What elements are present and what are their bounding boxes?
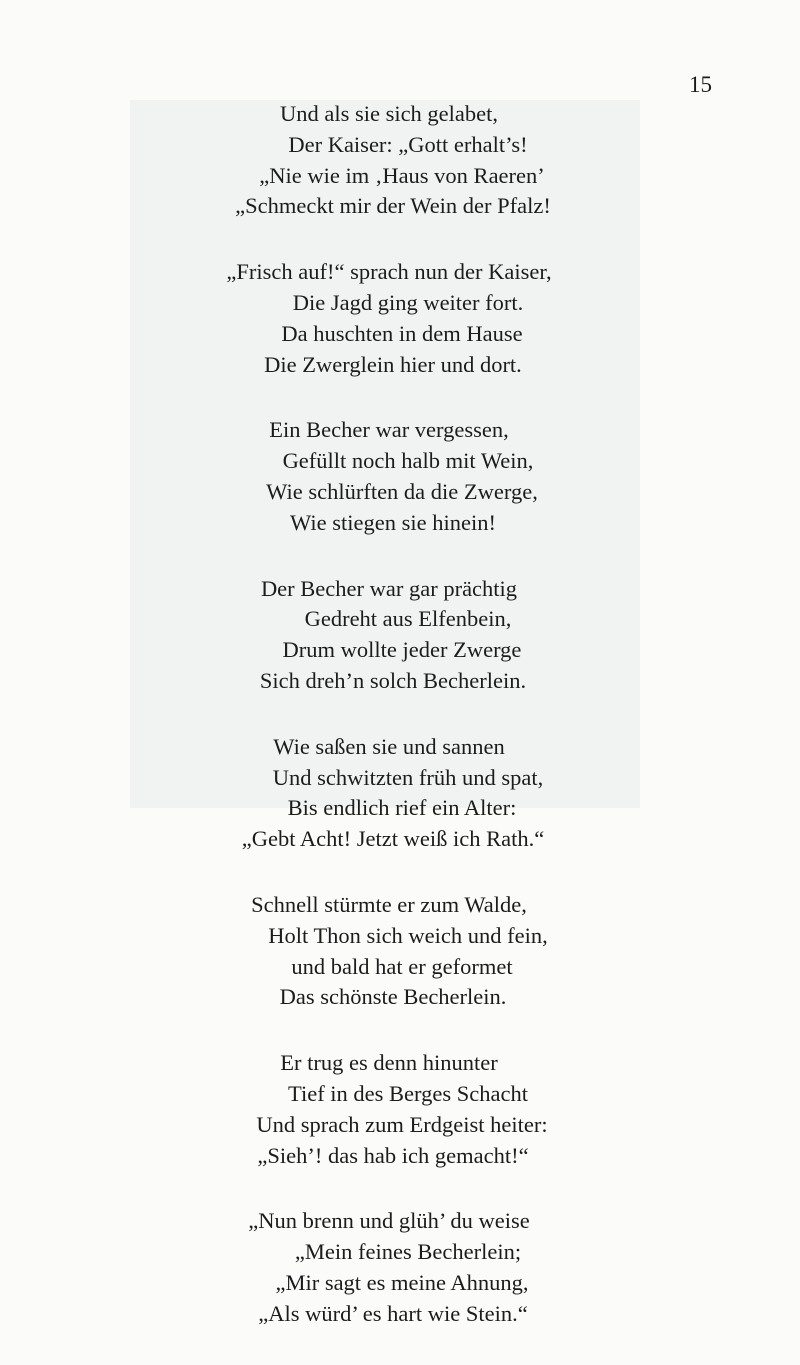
poem-line: „Frisch auf!“ sprach nun der Kaiser,	[226, 259, 552, 285]
poem-line: und bald hat er geformet	[291, 953, 513, 979]
stanza-6	[0, 890, 800, 1013]
poem-line: Schnell stürmte er zum Walde,	[251, 891, 527, 917]
stanza-2	[0, 257, 800, 380]
poem-line: „Nun brenn und glüh’ du weise	[248, 1208, 530, 1234]
poem-line: Drum wollte jeder Zwerge	[282, 637, 522, 663]
poem-line: Und als sie sich gelabet,	[279, 101, 499, 126]
poem-line: Die Zwerglein hier und dort.	[264, 351, 522, 377]
poem-line: „Als würd’ es hart wie Stein.“	[258, 1300, 528, 1326]
page-number: 15	[689, 72, 712, 97]
stanza-5	[0, 732, 800, 855]
poem-line: Sich dreh’n solch Becherlein.	[259, 667, 527, 693]
stanza-4	[0, 574, 800, 697]
poem-line: Die Jagd ging weiter fort.	[292, 289, 524, 315]
poem-line: Der Kaiser: „Gott erhalt’s!	[288, 131, 528, 157]
poem-line: „Mir sagt es meine Ahnung,	[275, 1269, 529, 1295]
poem-line: Wie saßen sie und sannen	[273, 733, 505, 759]
poem-line: Holt Thon sich weich und fein,	[268, 922, 548, 948]
poem	[0, 99, 800, 1365]
poem-line: Er trug es denn hinunter	[280, 1050, 498, 1076]
stanza-3	[0, 415, 800, 538]
poem-line: Das schönste Becherlein.	[279, 984, 507, 1010]
poem-line: Bis endlich rief ein Alter:	[287, 795, 517, 821]
poem-line: Wie schlürften da die Zwerge,	[266, 478, 538, 504]
poem-line: Gefüllt noch halb mit Wein,	[282, 448, 534, 474]
poem-line: Und schwitzten früh und spat,	[272, 764, 544, 790]
poem-line: Und sprach zum Erdgeist heiter:	[256, 1111, 548, 1137]
poem-line: Ein Becher war vergessen,	[269, 417, 509, 443]
stanza-7	[0, 1048, 800, 1171]
stanza-1	[0, 99, 800, 222]
poem-line: Tief in des Berges Schacht	[288, 1080, 528, 1106]
stanza-8	[0, 1206, 800, 1329]
poem-line: „Schmeckt mir der Wein der Pfalz!	[235, 193, 551, 219]
poem-line: Wie stiegen sie hinein!	[290, 509, 496, 535]
poem-line: Der Becher war gar prächtig	[260, 575, 518, 601]
poem-line: „Gebt Acht! Jetzt weiß ich Rath.“	[241, 826, 545, 852]
poem-line: „Nie wie im ‚Haus von Raeren’	[259, 162, 545, 188]
poem-line: Da huschten in dem Hause	[281, 320, 523, 346]
poem-line: „Sieh’! das hab ich gemacht!“	[257, 1142, 529, 1168]
poem-line: Gedreht aus Elfenbein,	[304, 606, 512, 632]
poem-line: „Mein feines Becherlein;	[294, 1239, 522, 1265]
